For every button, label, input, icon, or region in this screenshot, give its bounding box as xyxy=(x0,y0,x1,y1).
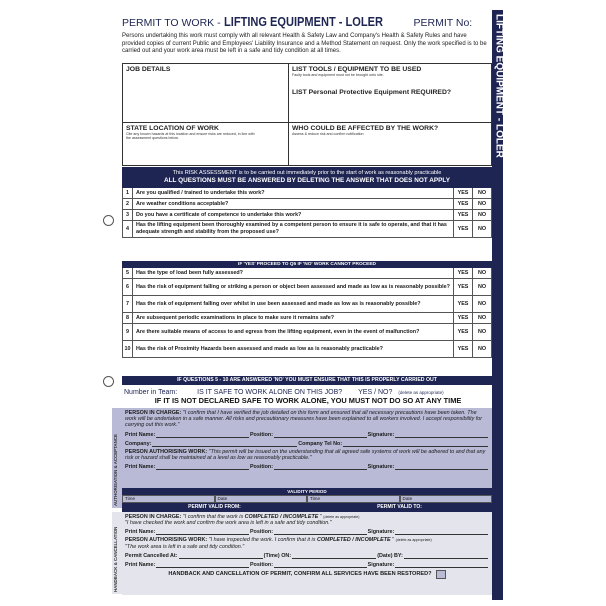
validity-header: VALIDITY PERIOD xyxy=(122,488,492,495)
company-tel-input[interactable] xyxy=(343,442,488,447)
date-by-input[interactable] xyxy=(404,554,488,559)
valid-from-date[interactable]: Date xyxy=(215,495,308,503)
print-name-input[interactable] xyxy=(156,563,249,568)
question-text: Are subsequent periodic examinations in place to make sure it remains safe? xyxy=(136,314,335,321)
no-option[interactable]: NO xyxy=(472,296,491,312)
question-row xyxy=(122,324,492,341)
no-option[interactable]: NO xyxy=(472,341,491,357)
question-text: Do you have a certificate of competence to undertake this work? xyxy=(136,211,302,218)
intro-text: Persons undertaking this work must comply with all relevant Health & Safety Law and Company's Health & Safety Rules and have provided copies of current Public and Employees' Liability Insurance and a Method Statement on request. Only the work specified is to be carried out and your work area must be left in a safe and tidy condition at all times. xyxy=(122,33,487,55)
signature-input[interactable] xyxy=(395,530,488,535)
no-option[interactable]: NO xyxy=(472,279,491,295)
question-number: 10 xyxy=(123,341,133,357)
questions-group-1 xyxy=(122,188,492,238)
question-text: Are there suitable means of access to and egress from the lifting equipment, even in the event of malfunction? xyxy=(136,328,420,335)
yes-option[interactable]: YES xyxy=(453,268,472,278)
signature-input[interactable] xyxy=(395,563,488,568)
question-number: 5 xyxy=(123,268,133,278)
question-text: Has the type of load been fully assessed? xyxy=(136,269,243,276)
authorisation-section: PERSON IN CHARGE: "I confirm that I have verified the job detailed on this form and ensured that all necessary precautions have been taken. The work will be undertaken in a safe manner. All risks and precautionary measures have been explained to all workers involved. I accept responsibility for carrying out this work." Print Name: Position: Signature: Company: Company Tel No: PERSON AUTHORISING WORK: "This permit will be issued on the understanding that all agreed safe systems of work will be adhered to and that any risk or hazard shall be maintained at a level as low as reasonably practicable." Print Name: Position: Signature: xyxy=(122,408,492,488)
no-option[interactable]: NO xyxy=(472,199,491,209)
question-number: 7 xyxy=(123,296,133,312)
punch-hole xyxy=(103,215,114,226)
time-on-input[interactable] xyxy=(292,554,376,559)
yes-option[interactable]: YES xyxy=(453,210,472,220)
question-row xyxy=(122,296,492,313)
question-text: Are you qualified / trained to undertake this work? xyxy=(136,189,265,196)
question-number: 9 xyxy=(123,324,133,340)
question-row xyxy=(122,268,492,279)
affected-field[interactable]: WHO COULD BE AFFECTED BY THE WORK? Assess & reduce risk and confirm notification xyxy=(288,122,492,166)
signature-input[interactable] xyxy=(395,433,488,438)
questions-group-2 xyxy=(122,268,492,358)
proceed-note: IF 'YES' PROCEED TO Q5 IF 'NO' WORK CANNOT PROCEED xyxy=(122,261,492,269)
position-input[interactable] xyxy=(274,433,367,438)
no-option[interactable]: NO xyxy=(472,313,491,323)
question-text: Are weather conditions acceptable? xyxy=(136,200,229,207)
cancelled-at-input[interactable] xyxy=(179,554,263,559)
question-row xyxy=(122,221,492,238)
valid-to-time[interactable]: Time xyxy=(307,495,400,503)
question-number: 8 xyxy=(123,313,133,323)
no-option[interactable]: NO xyxy=(472,221,491,237)
no-option[interactable]: NO xyxy=(472,210,491,220)
question-row xyxy=(122,199,492,210)
valid-from-to: PERMIT VALID FROM: PERMIT VALID TO: xyxy=(122,503,492,512)
question-text: Has the lifting equipment been thoroughly examined by a competent person to ensure it is safe to operate, and that it has adequate strength and stability from the proposed use? xyxy=(136,222,447,235)
page-title: PERMIT TO WORK - LIFTING EQUIPMENT - LOLER PERMIT No: xyxy=(122,14,473,29)
signature-input[interactable] xyxy=(395,465,488,470)
question-number: 4 xyxy=(123,221,133,237)
yes-option[interactable]: YES xyxy=(453,341,472,357)
yes-option[interactable]: YES xyxy=(453,313,472,323)
position-input[interactable] xyxy=(274,465,367,470)
side-banner: LIFTING EQUIPMENT - LOLER xyxy=(492,10,503,600)
question-text: Has the risk of Proximity Hazards been assessed and made as low as is reasonably practicable? xyxy=(136,345,383,352)
handback-label: HANDBACK & CANCELLATION xyxy=(112,512,122,594)
q5-note: IF QUESTIONS 5 - 10 ARE ANSWERED 'NO' YOU MUST ENSURE THAT THIS IS PROPERLY CARRIED OUT xyxy=(122,376,492,385)
job-details-field[interactable]: JOB DETAILS xyxy=(122,63,289,123)
valid-from-time[interactable]: Time xyxy=(122,495,215,503)
question-row xyxy=(122,210,492,221)
question-number: 1 xyxy=(123,188,133,198)
question-row xyxy=(122,313,492,324)
validity-row xyxy=(122,495,492,503)
no-option[interactable]: NO xyxy=(472,188,491,198)
print-name-input[interactable] xyxy=(156,465,249,470)
handback-section: PERSON IN CHARGE: "I confirm that the work is COMPLETED / INCOMPLETE " (delete as appropriate) "I have checked the work and confirm the work area is left in a safe and tidy condition." Print Name: Position: Signature: PERSON AUTHORISING WORK: "I have inspected the work. I confirm that it is COMPLETED / INCOMPLETE " (delete as appropriate) "The work area is left in a safe and tidy condition." Permit Cancelled At: (Time) ON: (Date) BY: Print Name: Position: Signature: HANDBACK AND CANCELLATION OF PERMIT, CONFIRM ALL SERVICES HAVE BEEN RESTORED? xyxy=(122,512,492,595)
valid-to-date[interactable]: Date xyxy=(400,495,493,503)
punch-hole xyxy=(103,376,114,387)
yes-option[interactable]: YES xyxy=(453,296,472,312)
question-row xyxy=(122,341,492,358)
yes-option[interactable]: YES xyxy=(453,199,472,209)
position-input[interactable] xyxy=(274,530,367,535)
print-name-input[interactable] xyxy=(156,433,249,438)
position-input[interactable] xyxy=(274,563,367,568)
company-input[interactable] xyxy=(152,442,297,447)
question-number: 3 xyxy=(123,210,133,220)
no-option[interactable]: NO xyxy=(472,324,491,340)
tools-field[interactable]: LIST TOOLS / EQUIPMENT TO BE USED Faulty tools and equipment must not be brought onto site. LIST Personal Protective Equipment REQUIRED? xyxy=(288,63,492,123)
yes-option[interactable]: YES xyxy=(453,279,472,295)
risk-header: This RISK ASSESSMENT is to be carried out immediately prior to the start of work as reasonably practicable ALL QUESTIONS MUST BE ANSWERED BY DELETING THE ANSWER THAT DOES NOT APPLY xyxy=(122,167,492,188)
services-restored-checkbox[interactable] xyxy=(436,570,446,579)
print-name-input[interactable] xyxy=(156,530,249,535)
question-text: Has the risk of equipment falling or striking a person or object been assessed and made as low as is reasonably possible? xyxy=(136,283,450,290)
yes-option[interactable]: YES xyxy=(453,324,472,340)
question-number: 2 xyxy=(123,199,133,209)
yes-option[interactable]: YES xyxy=(453,188,472,198)
question-text: Has the risk of equipment falling over whilst in use been assessed and made as low as is reasonably possible? xyxy=(136,300,421,307)
question-row xyxy=(122,279,492,296)
location-field[interactable]: STATE LOCATION OF WORK Cite any known hazards at this location and ensure risks are reduced, in line with the assessment questions below. xyxy=(122,122,289,166)
yes-option[interactable]: YES xyxy=(453,221,472,237)
no-option[interactable]: NO xyxy=(472,268,491,278)
team-section: Number in Team: IS IT SAFE TO WORK ALONE ON THIS JOB? YES / NO? (delete as appropriate) IF IT IS NOT DECLARED SAFE TO WORK ALONE, YOU MUST NOT DO SO AT ANY TIME xyxy=(124,389,462,405)
question-number: 6 xyxy=(123,279,133,295)
auth-label: AUTHORISATION & ACCEPTANCE xyxy=(112,408,122,508)
question-row xyxy=(122,188,492,199)
